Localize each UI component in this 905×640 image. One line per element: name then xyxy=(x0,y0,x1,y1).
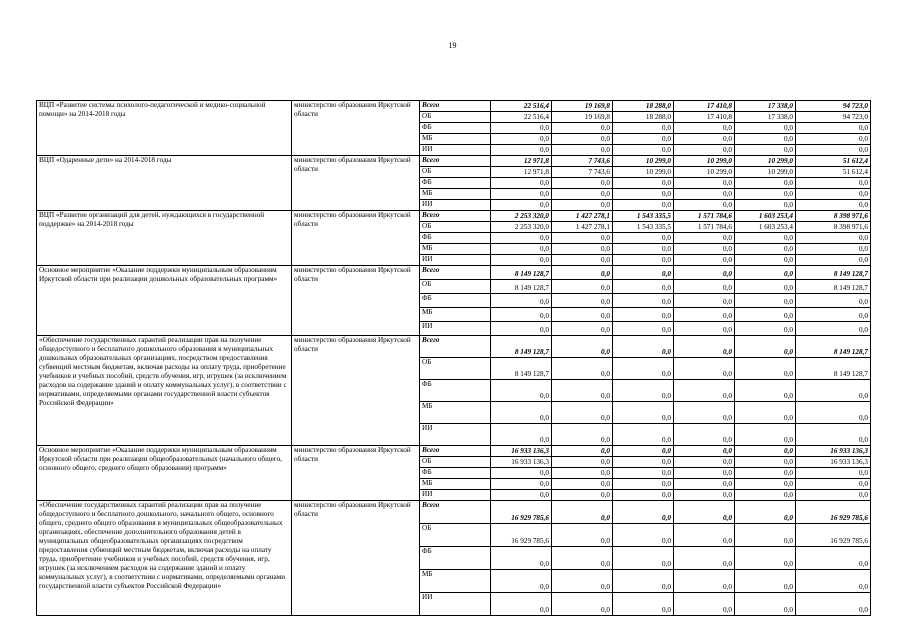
year-value: 0,0 xyxy=(552,308,613,322)
year-value: 0,0 xyxy=(613,501,674,524)
year-value: 0,0 xyxy=(613,446,674,457)
funding-source: ИИ xyxy=(420,200,491,211)
year-value: 0,0 xyxy=(735,280,796,294)
total-value: 8 149 128,7 xyxy=(796,336,871,358)
total-value: 8 149 128,7 xyxy=(796,266,871,280)
funding-source: ФБ xyxy=(420,294,491,308)
total-value: 94 723,0 xyxy=(796,112,871,123)
year-value: 0,0 xyxy=(674,134,735,145)
year-value: 0,0 xyxy=(552,501,613,524)
year-value: 1 427 278,1 xyxy=(552,222,613,233)
year-value: 0,0 xyxy=(552,255,613,266)
year-value: 0,0 xyxy=(613,294,674,308)
total-value: 0,0 xyxy=(796,244,871,255)
year-value: 0,0 xyxy=(552,457,613,468)
year-value: 0,0 xyxy=(552,547,613,570)
year-value: 0,0 xyxy=(613,255,674,266)
total-value: 8 398 971,6 xyxy=(796,222,871,233)
year-value: 0,0 xyxy=(613,244,674,255)
year-value: 0,0 xyxy=(613,178,674,189)
table-row xyxy=(37,446,871,457)
total-value: 51 612,4 xyxy=(796,167,871,178)
year-value: 0,0 xyxy=(735,479,796,490)
year-value: 0,0 xyxy=(552,189,613,200)
year-value: 0,0 xyxy=(613,570,674,593)
funding-source: МБ xyxy=(420,134,491,145)
total-value: 0,0 xyxy=(796,593,871,616)
year-value: 0,0 xyxy=(552,280,613,294)
year-value: 1 571 784,6 xyxy=(674,211,735,222)
funding-source: ФБ xyxy=(420,380,491,402)
total-value: 8 398 971,6 xyxy=(796,211,871,222)
year-value: 0,0 xyxy=(735,294,796,308)
year-value: 0,0 xyxy=(613,322,674,336)
total-value: 0,0 xyxy=(796,189,871,200)
year-value: 0,0 xyxy=(674,255,735,266)
year-value: 0,0 xyxy=(674,593,735,616)
year-value: 19 169,8 xyxy=(552,112,613,123)
year-value: 0,0 xyxy=(552,380,613,402)
year-value: 0,0 xyxy=(491,402,552,424)
year-value: 0,0 xyxy=(552,402,613,424)
total-value: 0,0 xyxy=(796,233,871,244)
year-value: 0,0 xyxy=(674,479,735,490)
year-value: 8 149 128,7 xyxy=(491,266,552,280)
total-value: 8 149 128,7 xyxy=(796,358,871,380)
year-value: 0,0 xyxy=(491,200,552,211)
program-name: «Обеспечение государственных гарантий реализации прав на получение общедоступного и бесплатного дошкольного образования в муниципальных дошкольных образовательных организациях, посредством предоставления субвенций местным бюджетам, включая расходы на оплату труда, приобретение учебников и учебных пособий, средств обучения, игр, игрушек (за исключением расходов на содержание зданий и оплату коммунальных услуг), в соответствии с нормативами, определяемыми органами государственной власти субъектов Российской Федерации» xyxy=(37,336,292,446)
year-value: 0,0 xyxy=(613,457,674,468)
year-value: 22 516,4 xyxy=(491,101,552,112)
year-value: 0,0 xyxy=(613,189,674,200)
year-value: 1 603 253,4 xyxy=(735,211,796,222)
year-value: 0,0 xyxy=(674,308,735,322)
year-value: 0,0 xyxy=(491,233,552,244)
year-value: 0,0 xyxy=(491,593,552,616)
year-value: 0,0 xyxy=(613,424,674,446)
year-value: 0,0 xyxy=(552,524,613,547)
year-value: 0,0 xyxy=(735,134,796,145)
funding-source: ИИ xyxy=(420,322,491,336)
year-value: 0,0 xyxy=(674,178,735,189)
financing-table xyxy=(36,100,871,616)
table-row xyxy=(37,266,871,280)
year-value: 0,0 xyxy=(552,479,613,490)
year-value: 0,0 xyxy=(491,322,552,336)
year-value: 0,0 xyxy=(613,402,674,424)
program-name: Основное мероприятие «Оказание поддержки муниципальным образованиям Иркутской области при реализации общеобразовательных (начального общего, основного общего, среднего общего образования) программ» xyxy=(37,446,292,501)
total-value: 0,0 xyxy=(796,479,871,490)
year-value: 16 929 785,6 xyxy=(491,524,552,547)
total-value: 0,0 xyxy=(796,424,871,446)
year-value: 0,0 xyxy=(735,200,796,211)
funding-source: ОБ xyxy=(420,112,491,123)
year-value: 0,0 xyxy=(552,134,613,145)
total-value: 0,0 xyxy=(796,468,871,479)
year-value: 10 299,0 xyxy=(735,156,796,167)
year-value: 0,0 xyxy=(491,547,552,570)
year-value: 0,0 xyxy=(491,424,552,446)
year-value: 0,0 xyxy=(735,358,796,380)
year-value: 0,0 xyxy=(674,233,735,244)
year-value: 0,0 xyxy=(735,424,796,446)
year-value: 0,0 xyxy=(735,145,796,156)
total-value: 0,0 xyxy=(796,308,871,322)
funding-source: Всего xyxy=(420,211,491,222)
year-value: 22 516,4 xyxy=(491,112,552,123)
year-value: 8 149 128,7 xyxy=(491,280,552,294)
year-value: 1 427 278,1 xyxy=(552,211,613,222)
total-value: 0,0 xyxy=(796,178,871,189)
year-value: 0,0 xyxy=(552,593,613,616)
year-value: 1 571 784,6 xyxy=(674,222,735,233)
total-value: 0,0 xyxy=(796,380,871,402)
year-value: 17 338,0 xyxy=(735,112,796,123)
funding-source: Всего xyxy=(420,266,491,280)
year-value: 0,0 xyxy=(735,570,796,593)
year-value: 7 743,6 xyxy=(552,156,613,167)
year-value: 0,0 xyxy=(674,358,735,380)
year-value: 0,0 xyxy=(491,308,552,322)
year-value: 18 288,0 xyxy=(613,112,674,123)
year-value: 0,0 xyxy=(735,178,796,189)
year-value: 0,0 xyxy=(491,490,552,501)
year-value: 0,0 xyxy=(613,145,674,156)
program-name: ВЦП «Развитие системы психолого-педагогической и медико-социальной помощи» на 2014-2018 годы xyxy=(37,101,292,156)
year-value: 0,0 xyxy=(491,123,552,134)
table-row xyxy=(37,336,871,358)
year-value: 0,0 xyxy=(674,189,735,200)
year-value: 0,0 xyxy=(735,233,796,244)
funding-source: Всего xyxy=(420,501,491,524)
funding-source: ФБ xyxy=(420,468,491,479)
year-value: 0,0 xyxy=(613,358,674,380)
year-value: 12 971,8 xyxy=(491,156,552,167)
executor: министерство образования Иркутской области xyxy=(292,501,420,616)
funding-source: ОБ xyxy=(420,524,491,547)
year-value: 0,0 xyxy=(735,446,796,457)
funding-source: ФБ xyxy=(420,547,491,570)
year-value: 0,0 xyxy=(613,134,674,145)
table-row xyxy=(37,501,871,524)
year-value: 0,0 xyxy=(613,524,674,547)
year-value: 0,0 xyxy=(552,570,613,593)
total-value: 94 723,0 xyxy=(796,101,871,112)
funding-source: Всего xyxy=(420,101,491,112)
funding-source: ОБ xyxy=(420,280,491,294)
total-value: 16 933 136,3 xyxy=(796,457,871,468)
year-value: 2 253 320,0 xyxy=(491,211,552,222)
total-value: 16 929 785,6 xyxy=(796,501,871,524)
year-value: 0,0 xyxy=(674,322,735,336)
year-value: 0,0 xyxy=(552,468,613,479)
year-value: 0,0 xyxy=(674,294,735,308)
year-value: 0,0 xyxy=(613,233,674,244)
funding-source: МБ xyxy=(420,244,491,255)
funding-source: ИИ xyxy=(420,490,491,501)
executor: министерство образования Иркутской области xyxy=(292,211,420,266)
funding-source: ИИ xyxy=(420,255,491,266)
year-value: 17 338,0 xyxy=(735,101,796,112)
year-value: 0,0 xyxy=(613,479,674,490)
funding-source: ИИ xyxy=(420,145,491,156)
program-name: ВЦП «Одаренные дети» на 2014-2018 годы xyxy=(37,156,292,211)
total-value: 8 149 128,7 xyxy=(796,280,871,294)
executor: министерство образования Иркутской области xyxy=(292,446,420,501)
year-value: 1 543 335,5 xyxy=(613,211,674,222)
total-value: 0,0 xyxy=(796,402,871,424)
year-value: 10 299,0 xyxy=(674,167,735,178)
year-value: 0,0 xyxy=(674,457,735,468)
year-value: 0,0 xyxy=(735,322,796,336)
executor: министерство образования Иркутской области xyxy=(292,336,420,446)
year-value: 0,0 xyxy=(491,294,552,308)
year-value: 0,0 xyxy=(491,479,552,490)
year-value: 0,0 xyxy=(613,266,674,280)
funding-source: ФБ xyxy=(420,178,491,189)
year-value: 0,0 xyxy=(735,593,796,616)
year-value: 0,0 xyxy=(552,145,613,156)
year-value: 0,0 xyxy=(674,468,735,479)
year-value: 0,0 xyxy=(613,490,674,501)
total-value: 16 933 136,3 xyxy=(796,446,871,457)
year-value: 0,0 xyxy=(613,380,674,402)
funding-source: ИИ xyxy=(420,593,491,616)
year-value: 0,0 xyxy=(674,570,735,593)
year-value: 0,0 xyxy=(735,468,796,479)
page-number: 19 xyxy=(448,41,457,50)
year-value: 0,0 xyxy=(552,266,613,280)
total-value: 0,0 xyxy=(796,570,871,593)
total-value: 0,0 xyxy=(796,145,871,156)
year-value: 0,0 xyxy=(674,402,735,424)
year-value: 0,0 xyxy=(674,424,735,446)
year-value: 0,0 xyxy=(735,457,796,468)
total-value: 0,0 xyxy=(796,547,871,570)
year-value: 0,0 xyxy=(674,490,735,501)
year-value: 0,0 xyxy=(552,322,613,336)
year-value: 0,0 xyxy=(735,336,796,358)
executor: министерство образования Иркутской области xyxy=(292,101,420,156)
total-value: 0,0 xyxy=(796,134,871,145)
year-value: 0,0 xyxy=(674,336,735,358)
year-value: 0,0 xyxy=(552,244,613,255)
year-value: 0,0 xyxy=(735,380,796,402)
funding-source: Всего xyxy=(420,156,491,167)
table-row xyxy=(37,156,871,167)
year-value: 17 410,8 xyxy=(674,112,735,123)
funding-source: ОБ xyxy=(420,457,491,468)
year-value: 0,0 xyxy=(735,308,796,322)
funding-source: ФБ xyxy=(420,233,491,244)
total-value: 0,0 xyxy=(796,255,871,266)
year-value: 1 603 253,4 xyxy=(735,222,796,233)
year-value: 16 929 785,6 xyxy=(491,501,552,524)
year-value: 0,0 xyxy=(491,244,552,255)
year-value: 0,0 xyxy=(674,123,735,134)
year-value: 0,0 xyxy=(674,501,735,524)
funding-source: Всего xyxy=(420,446,491,457)
year-value: 7 743,6 xyxy=(552,167,613,178)
total-value: 0,0 xyxy=(796,490,871,501)
year-value: 12 971,8 xyxy=(491,167,552,178)
year-value: 0,0 xyxy=(674,380,735,402)
year-value: 0,0 xyxy=(491,255,552,266)
funding-source: ОБ xyxy=(420,222,491,233)
year-value: 8 149 128,7 xyxy=(491,336,552,358)
executor: министерство образования Иркутской области xyxy=(292,266,420,336)
year-value: 0,0 xyxy=(491,134,552,145)
year-value: 0,0 xyxy=(613,200,674,211)
year-value: 10 299,0 xyxy=(735,167,796,178)
year-value: 0,0 xyxy=(552,233,613,244)
year-value: 0,0 xyxy=(674,547,735,570)
year-value: 0,0 xyxy=(735,189,796,200)
funding-source: МБ xyxy=(420,479,491,490)
year-value: 0,0 xyxy=(735,123,796,134)
year-value: 0,0 xyxy=(735,402,796,424)
total-value: 16 929 785,6 xyxy=(796,524,871,547)
year-value: 0,0 xyxy=(491,145,552,156)
year-value: 10 299,0 xyxy=(613,167,674,178)
executor: министерство образования Иркутской области xyxy=(292,156,420,211)
year-value: 0,0 xyxy=(735,524,796,547)
year-value: 0,0 xyxy=(613,308,674,322)
year-value: 0,0 xyxy=(613,593,674,616)
year-value: 0,0 xyxy=(552,123,613,134)
year-value: 0,0 xyxy=(613,547,674,570)
total-value: 0,0 xyxy=(796,322,871,336)
year-value: 0,0 xyxy=(613,123,674,134)
funding-source: МБ xyxy=(420,402,491,424)
year-value: 0,0 xyxy=(552,358,613,380)
year-value: 2 253 320,0 xyxy=(491,222,552,233)
year-value: 0,0 xyxy=(491,468,552,479)
year-value: 0,0 xyxy=(491,380,552,402)
year-value: 0,0 xyxy=(491,570,552,593)
year-value: 0,0 xyxy=(674,524,735,547)
year-value: 0,0 xyxy=(613,280,674,294)
year-value: 0,0 xyxy=(674,280,735,294)
year-value: 0,0 xyxy=(674,244,735,255)
table-row xyxy=(37,211,871,222)
year-value: 0,0 xyxy=(552,294,613,308)
year-value: 0,0 xyxy=(674,266,735,280)
year-value: 0,0 xyxy=(674,446,735,457)
year-value: 0,0 xyxy=(552,178,613,189)
table-row xyxy=(37,101,871,112)
year-value: 19 169,8 xyxy=(552,101,613,112)
year-value: 0,0 xyxy=(735,266,796,280)
total-value: 0,0 xyxy=(796,123,871,134)
funding-source: МБ xyxy=(420,570,491,593)
year-value: 0,0 xyxy=(552,446,613,457)
year-value: 0,0 xyxy=(735,490,796,501)
funding-source: ОБ xyxy=(420,167,491,178)
year-value: 0,0 xyxy=(613,468,674,479)
funding-source: ОБ xyxy=(420,358,491,380)
year-value: 0,0 xyxy=(735,244,796,255)
year-value: 0,0 xyxy=(735,255,796,266)
total-value: 0,0 xyxy=(796,200,871,211)
funding-source: ФБ xyxy=(420,123,491,134)
year-value: 18 288,0 xyxy=(613,101,674,112)
financing-table-body xyxy=(37,101,871,616)
year-value: 16 933 136,3 xyxy=(491,457,552,468)
total-value: 51 612,4 xyxy=(796,156,871,167)
program-name: «Обеспечение государственных гарантий реализации прав на получение общедоступного и бесплатного дошкольного, начального общего, основного общего, среднего общего образования в муниципальных общеобразовательных организациях, обеспечение дополнительного образования детей в муниципальных общеобразовательных организациях посредством предоставления субвенций местным бюджетам, включая расходы на оплату труда, приобретение учебников и учебных пособий, средств обучения, игр, игрушек (за исключением расходов на содержание зданий и оплату коммунальных услуг), в соответствии с нормативами, определяемыми органами государственной власти субъектов Российской Федерации» xyxy=(37,501,292,616)
year-value: 0,0 xyxy=(552,336,613,358)
year-value: 0,0 xyxy=(491,178,552,189)
year-value: 0,0 xyxy=(552,200,613,211)
total-value: 0,0 xyxy=(796,294,871,308)
year-value: 0,0 xyxy=(674,200,735,211)
year-value: 16 933 136,3 xyxy=(491,446,552,457)
year-value: 0,0 xyxy=(613,336,674,358)
funding-source: ИИ xyxy=(420,424,491,446)
year-value: 0,0 xyxy=(674,145,735,156)
year-value: 1 543 335,5 xyxy=(613,222,674,233)
funding-source: МБ xyxy=(420,308,491,322)
year-value: 0,0 xyxy=(735,501,796,524)
year-value: 0,0 xyxy=(735,547,796,570)
year-value: 10 299,0 xyxy=(613,156,674,167)
program-name: ВЦП «Развитие организаций для детей, нуждающихся в государственной поддержке» на 2014-2018 годы xyxy=(37,211,292,266)
year-value: 0,0 xyxy=(552,424,613,446)
year-value: 0,0 xyxy=(491,189,552,200)
funding-source: Всего xyxy=(420,336,491,358)
program-name: Основное мероприятие «Оказание поддержки муниципальным образованиям Иркутской области при реализации дошкольных образовательных программ» xyxy=(37,266,292,336)
year-value: 17 410,8 xyxy=(674,101,735,112)
year-value: 10 299,0 xyxy=(674,156,735,167)
year-value: 8 149 128,7 xyxy=(491,358,552,380)
funding-source: МБ xyxy=(420,189,491,200)
year-value: 0,0 xyxy=(552,490,613,501)
